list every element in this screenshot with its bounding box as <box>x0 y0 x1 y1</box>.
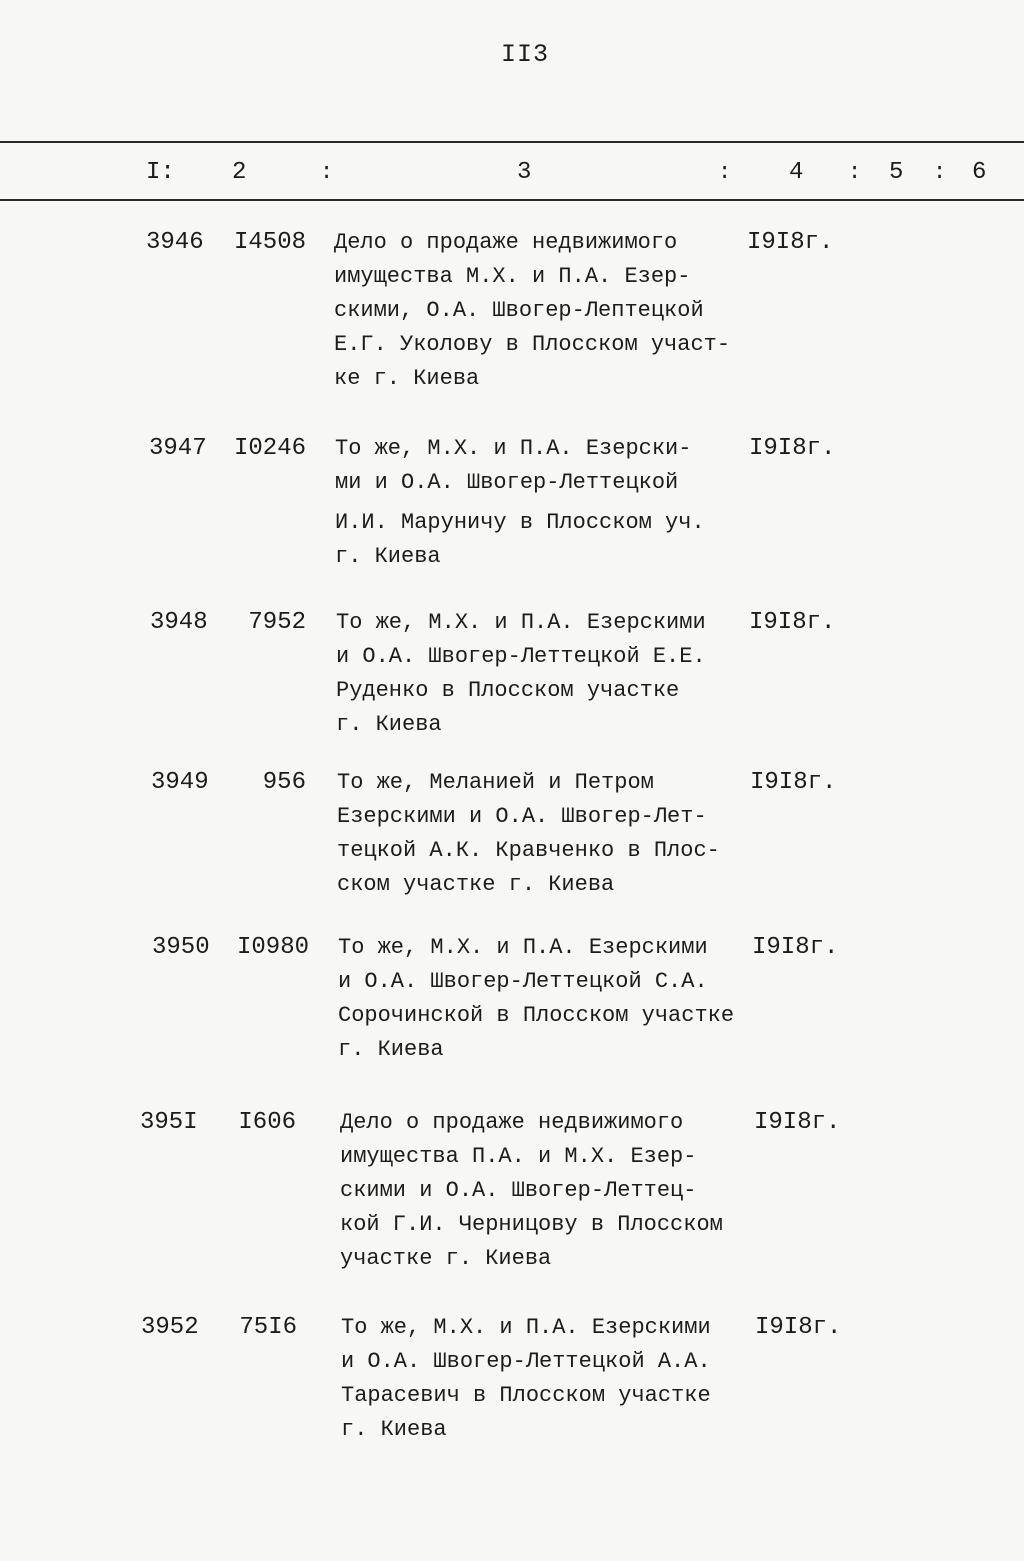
entry-number: 395I <box>140 1109 198 1136</box>
entry-description <box>341 1311 781 1447</box>
column-separator: : <box>320 160 334 185</box>
description-line: Руденко в Плосском участке <box>336 678 680 703</box>
entry-year: I9I8г. <box>754 1109 841 1136</box>
entry-year: I9I8г. <box>749 609 836 636</box>
entry-number: 3946 <box>146 229 204 256</box>
description-line: ми и О.А. Швогер-Леттецкой <box>335 470 679 495</box>
column-header-2: 2 <box>232 159 247 186</box>
entry-description <box>338 931 778 1067</box>
entry-year: I9I8г. <box>750 769 837 796</box>
description-line: имущества П.А. и М.Х. Езер- <box>340 1144 697 1169</box>
entry-year: I9I8г. <box>755 1314 842 1341</box>
entry-description <box>335 432 775 574</box>
column-separator: : <box>933 160 947 185</box>
description-line: и О.А. Швогер-Леттецкой А.А. <box>341 1349 711 1374</box>
description-line: ском участке г. Киева <box>337 872 615 897</box>
column-separator: : <box>848 160 862 185</box>
header-top-rule <box>0 141 1024 143</box>
entry-file-code: I0246 <box>233 435 306 462</box>
entry-file-code: I0980 <box>236 934 309 961</box>
entry-number: 3950 <box>152 934 210 961</box>
entry-year: I9I8г. <box>752 934 839 961</box>
description-line: г. Киева <box>338 1037 444 1062</box>
entry-file-code: I606 <box>238 1109 296 1136</box>
column-header-5: 5 <box>889 159 904 186</box>
description-line: То же, М.Х. и П.А. Езерски- <box>335 436 692 461</box>
description-line: Тарасевич в Плосском участке <box>341 1383 711 1408</box>
description-line: Сорочинской в Плосском участке <box>338 1003 735 1028</box>
entry-file-code: I4508 <box>233 229 306 256</box>
description-line: г. Киева <box>335 544 441 569</box>
description-line: ке г. Киева <box>334 366 480 391</box>
description-line: Е.Г. Уколову в Плосском участ- <box>334 332 731 357</box>
entry-file-code: 956 <box>262 769 306 796</box>
description-line: То же, М.Х. и П.А. Езерскими <box>338 935 708 960</box>
description-line: скими, О.А. Швогер-Лептецкой <box>334 298 704 323</box>
description-line: И.И. Маруничу в Плосском уч. <box>335 510 705 535</box>
entry-file-code: 75I6 <box>239 1314 297 1341</box>
entry-description <box>334 226 774 396</box>
header-bottom-rule <box>0 199 1024 201</box>
description-line: Езерскими и О.А. Швогер-Лет- <box>337 804 707 829</box>
description-line: скими и О.А. Швогер-Леттец- <box>340 1178 697 1203</box>
description-line: тецкой А.К. Кравченко в Плос- <box>337 838 720 863</box>
entry-number: 3948 <box>150 609 208 636</box>
description-line: То же, М.Х. и П.А. Езерскими <box>341 1315 711 1340</box>
description-line: То же, Меланией и Петром <box>337 770 654 795</box>
column-header-1: I: <box>146 159 175 186</box>
description-line: кой Г.И. Черницову в Плосском <box>340 1212 723 1237</box>
page-number: II3 <box>500 40 549 69</box>
entry-file-code: 7952 <box>248 609 306 636</box>
column-header-6: 6 <box>972 159 987 186</box>
description-line: То же, М.Х. и П.А. Езерскими <box>336 610 706 635</box>
entry-year: I9I8г. <box>747 229 834 256</box>
column-separator: : <box>718 160 732 185</box>
description-line: и О.А. Швогер-Леттецкой Е.Е. <box>336 644 706 669</box>
column-header-3: 3 <box>517 159 532 186</box>
description-line: г. Киева <box>336 712 442 737</box>
entry-description <box>337 766 777 902</box>
description-line: и О.А. Швогер-Леттецкой С.А. <box>338 969 708 994</box>
column-header-4: 4 <box>789 159 804 186</box>
description-line: Дело о продаже недвижимого <box>340 1110 684 1135</box>
entry-number: 3949 <box>151 769 209 796</box>
entry-number: 3952 <box>141 1314 199 1341</box>
entry-number: 3947 <box>149 435 207 462</box>
entry-year: I9I8г. <box>749 435 836 462</box>
entry-description <box>336 606 776 742</box>
description-line: г. Киева <box>341 1417 447 1442</box>
description-line: участке г. Киева <box>340 1246 552 1271</box>
entry-description <box>340 1106 780 1276</box>
description-line: Дело о продаже недвижимого <box>334 230 678 255</box>
description-line: имущества М.Х. и П.А. Езер- <box>334 264 691 289</box>
